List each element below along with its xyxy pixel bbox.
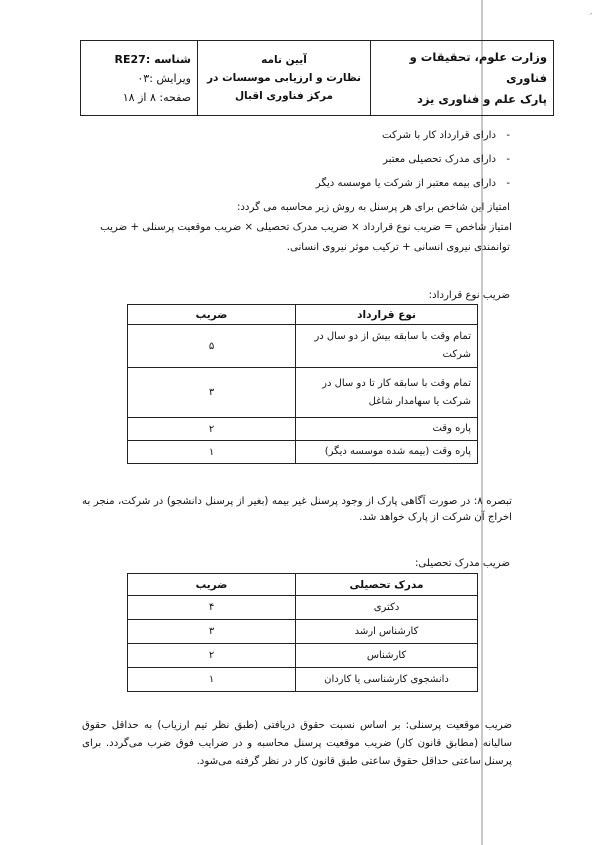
- table-row: دانشجوی کارشناسی یا کاردان ۱: [128, 668, 478, 692]
- bullet-item: -دارای قرارداد کار با شرکت: [381, 130, 510, 141]
- document-header: [80, 40, 554, 116]
- table-row: تمام وقت با سابقه بیش از دو سال در شرکت ۵: [128, 325, 478, 368]
- degree-table-label: ضریب مدرک تحصیلی:: [414, 558, 510, 569]
- header-meta: [81, 41, 198, 116]
- contract-table-label: ضریب نوع قرارداد:: [428, 290, 510, 301]
- formula-line-1: امتیاز شاخص = ضریب نوع قرارداد × ضریب مدرک تحصیلی × ضریب موقعیت پرسنلی + ضریب: [100, 222, 512, 233]
- formula-line-2: توانمندی نیروی انسانی + ترکیب موثر نیروی انسانی.: [286, 242, 510, 253]
- bullet-item: -دارای بیمه معتبر از شرکت یا موسسه دیگر: [315, 178, 510, 189]
- document-code: شناسه :RE27: [114, 52, 191, 66]
- table-row: پاره وقت ۲: [128, 418, 478, 441]
- degree-coefficient-table: [127, 573, 478, 692]
- document-revision: ویرایش :۰۳: [137, 71, 191, 85]
- title-line-2: نظارت و ارزیابی موسسات در: [206, 72, 362, 84]
- formula-intro: امتیاز این شاخص برای هر پرسنل به روش زیر محاسبه می گردد:: [236, 202, 510, 213]
- table-row: کارشناس ۲: [128, 644, 478, 668]
- column-header: ضریب: [128, 574, 296, 596]
- park-name: پارک علم و فناوری یزد: [417, 91, 547, 106]
- note-paragraph: تبصره ۸: در صورت آگاهی پارک از وجود پرسنل غیر بیمه (بغیر از پرسنل دانشجو) در شرکت، منجر به اخراج آن شرکت از پارک خواهد شد.: [82, 496, 512, 523]
- table-row: دکتری ۴: [128, 596, 478, 620]
- table-row: کارشناس ارشد ۳: [128, 620, 478, 644]
- table-row: تمام وقت با سابقه کار تا دو سال در شرکت یا سهامدار شاغل ۳: [128, 368, 478, 418]
- corner-mark: ′: [590, 12, 593, 23]
- column-header: نوع قرارداد: [296, 305, 478, 325]
- title-line-1: آیین نامه: [261, 54, 307, 66]
- title-line-3: مرکز فناوری اقبال: [234, 90, 334, 102]
- organization-name: وزارت علوم، تحقیقات و فناوری: [409, 49, 547, 85]
- column-header: مدرک تحصیلی: [296, 574, 478, 596]
- column-header: ضریب: [128, 305, 296, 325]
- position-coefficient-paragraph: ضریب موقعیت پرسنلی: بر اساس نسبت حقوق دریافتی (طبق نظر تیم ارزیاب) به حداقل حقوق سالیانه (مطابق قانون کار) ضریب موقعیت پرسنل محاسبه و در ضرایب فوق ضرب می‌گردد. برای پرسنل ساعتی حداقل حقوق ساعتی طبق قانون کار در نظر گرفته می‌شود.: [82, 720, 512, 767]
- header-title: [198, 41, 371, 116]
- page-number: صفحه: ۸ از ۱۸: [122, 90, 191, 104]
- table-row: پاره وقت (بیمه شده موسسه دیگر) ۱: [128, 441, 478, 464]
- bullet-item: -دارای مدرک تحصیلی معتبر: [383, 154, 510, 165]
- header-organization: [371, 41, 554, 116]
- contract-coefficient-table: [127, 304, 478, 464]
